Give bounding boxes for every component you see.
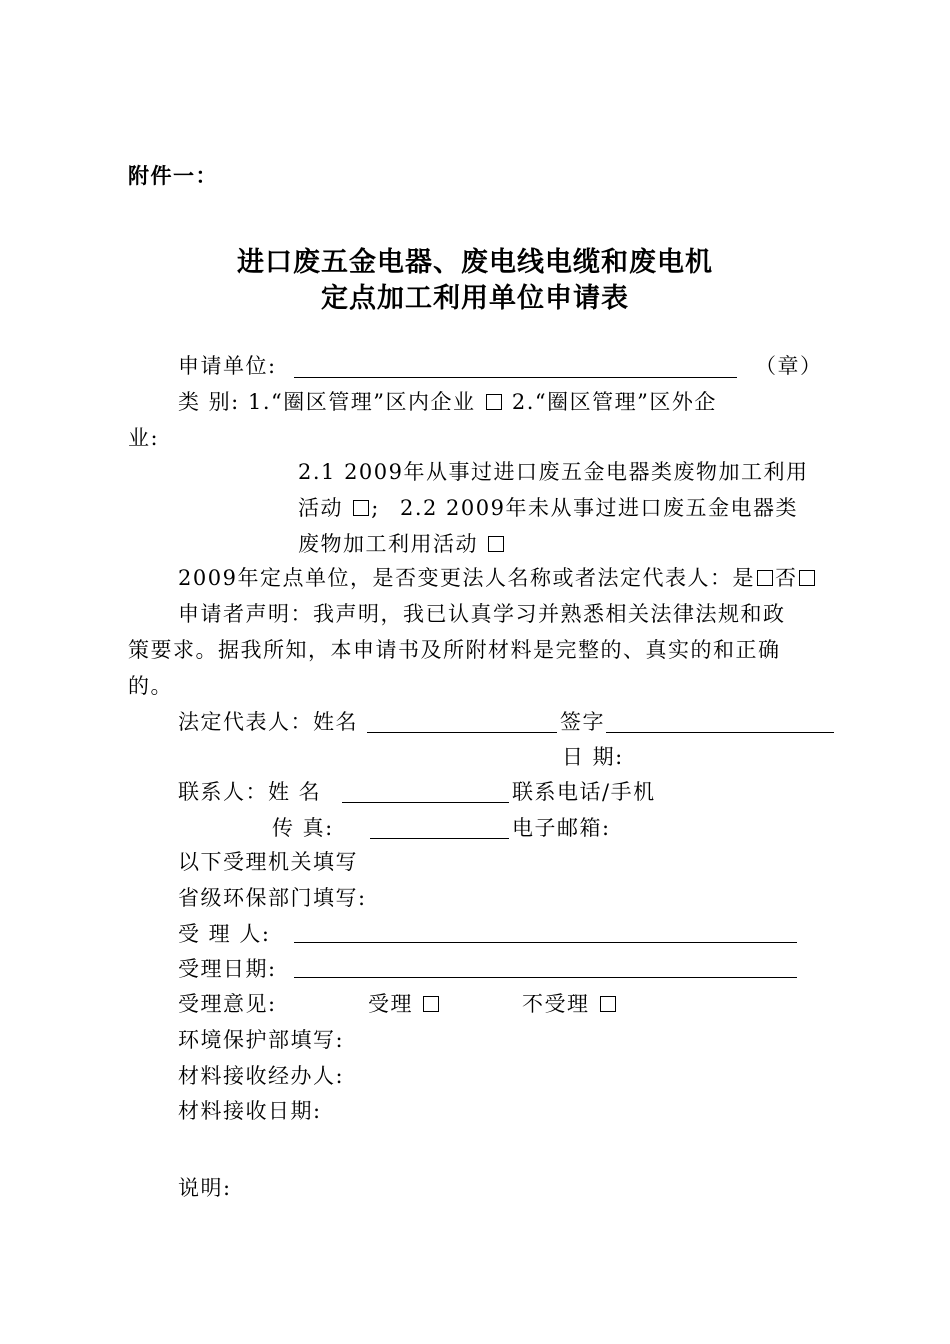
yes-checkbox[interactable]: [757, 570, 773, 586]
receiver-field[interactable]: [294, 942, 797, 943]
accept-checkbox[interactable]: [423, 996, 439, 1012]
contact-email-label: 电子邮箱:: [512, 816, 611, 840]
legal-rep-date-label: 日 期:: [562, 745, 624, 769]
category-option-1-checkbox[interactable]: [486, 394, 502, 410]
option-2-2-checkbox[interactable]: [488, 536, 504, 552]
ministry-heading: 环境保护部填写:: [178, 1028, 345, 1052]
applicant-unit-label: 申请单位:: [178, 354, 277, 378]
category-sub-line-2: 活动 ; 2.2 2009年未从事过进口废五金电器类: [298, 496, 798, 520]
attachment-label: 附件一：: [128, 164, 218, 188]
note-label: 说明:: [178, 1176, 232, 1200]
contact-name-field[interactable]: [342, 802, 509, 803]
material-date-label: 材料接收日期:: [178, 1099, 322, 1123]
reject-option: 不受理: [522, 992, 618, 1016]
declaration-line-2: 策要求。据我所知，本申请书及所附材料是完整的、真实的和正确: [128, 638, 781, 662]
category-sub-line-3: 废物加工利用活动: [298, 532, 506, 556]
receiver-label: 受 理 人:: [178, 922, 271, 946]
accept-option: 受理: [368, 992, 441, 1016]
category-sub-line-1: 2.1 2009年从事过进口废五金电器类废物加工利用: [298, 460, 809, 484]
material-handler-label: 材料接收经办人:: [178, 1064, 345, 1088]
contact-fax-field[interactable]: [370, 838, 509, 839]
change-question: 2009年定点单位，是否变更法人名称或者法定代表人：是 否: [178, 566, 817, 590]
declaration-line-3: 的。: [128, 674, 173, 698]
applicant-unit-field[interactable]: [294, 377, 737, 378]
reject-checkbox[interactable]: [600, 996, 616, 1012]
declaration-line-1: 申请者声明：我声明，我已认真学习并熟悉相关法律法规和政: [178, 602, 786, 626]
contact-label: 联系人：姓 名: [178, 780, 322, 804]
category-wrap: 业:: [128, 426, 160, 450]
opinion-label: 受理意见:: [178, 992, 277, 1016]
category-option-1: 1.“圈区管理”区内企业: [247, 390, 476, 414]
category-label: 类 别: 1.“圈区管理”区内企业 2.“圈区管理”区外企: [178, 390, 717, 414]
legal-rep-name-field[interactable]: [367, 732, 557, 733]
contact-phone-label: 联系电话/手机: [512, 780, 656, 804]
office-heading: 以下受理机关填写: [178, 850, 358, 874]
contact-fax-label: 传 真:: [272, 816, 334, 840]
no-checkbox[interactable]: [799, 570, 815, 586]
legal-rep-label: 法定代表人：姓名: [178, 710, 358, 734]
title-line-2: 定点加工利用单位申请表: [321, 283, 629, 314]
provincial-heading: 省级环保部门填写:: [178, 886, 367, 910]
legal-rep-sign-field[interactable]: [606, 732, 834, 733]
option-2-1-checkbox[interactable]: [353, 500, 369, 516]
receive-date-field[interactable]: [294, 977, 797, 978]
category-option-2: 2.“圈区管理”区外企: [511, 390, 717, 414]
seal-mark: （章）: [755, 354, 823, 378]
legal-rep-sign-label: 签字: [560, 710, 605, 734]
receive-date-label: 受理日期:: [178, 957, 277, 981]
title-line-1: 进口废五金电器、废电线电缆和废电机: [237, 247, 713, 278]
